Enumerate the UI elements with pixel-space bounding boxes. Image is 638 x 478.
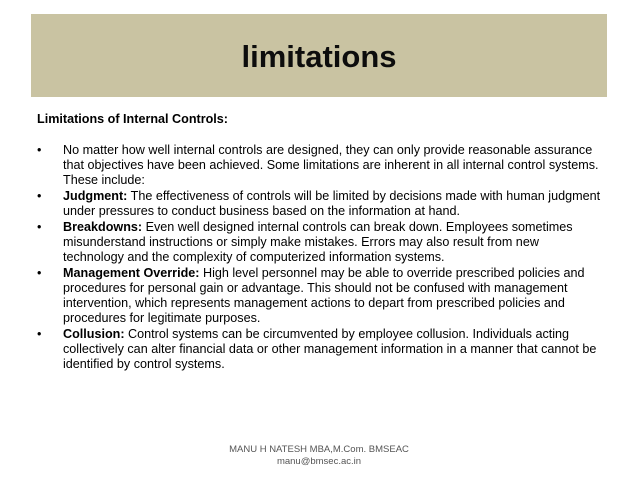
item-text: High level personnel may be able to override prescribed policies and procedures for personal gain or advantage. This should not be confused with management intervention, which represents management actions to depart from prescribed policies and procedures for legitimate purposes.: [63, 266, 585, 325]
item-term: Judgment:: [63, 189, 128, 203]
footer: [0, 444, 638, 468]
bullet-list: [37, 143, 603, 372]
bullet-icon: •: [37, 266, 42, 280]
list-item: [37, 266, 603, 326]
item-text: The effectiveness of controls will be limited by decisions made with human judgment under pressures to conduct business based on the information at hand.: [63, 189, 601, 218]
list-item: [37, 220, 603, 265]
title-band: [31, 14, 607, 97]
bullet-icon: •: [37, 143, 42, 157]
item-term: Management Override:: [63, 266, 200, 280]
bullet-icon: •: [37, 189, 42, 203]
list-item: [37, 189, 603, 219]
footer-email: manu@bmsec.ac.in: [276, 456, 362, 467]
list-item: [37, 143, 603, 188]
item-term: Breakdowns:: [63, 220, 143, 234]
slide-title: limitations: [241, 39, 397, 74]
bullet-icon: •: [37, 220, 42, 234]
item-text: No matter how well internal controls are designed, they can only provide reasonable assurance that objectives have been achieved. Some limitations are inherent in all internal control systems. These include:: [63, 143, 599, 187]
list-item: [37, 327, 603, 372]
item-text: Control systems can be circumvented by employee collusion. Individuals acting collectively can alter financial data or other management information in a manner that cannot be identified by control systems.: [63, 327, 597, 371]
subheading: Limitations of Internal Controls:: [37, 112, 229, 126]
item-term: Collusion:: [63, 327, 125, 341]
slide-body: [37, 112, 603, 373]
item-text: Even well designed internal controls can break down. Employees sometimes misunderstand instructions or simply make mistakes. Errors may also result from new technology and the complexity of computerized information systems.: [63, 220, 573, 264]
footer-author: MANU H NATESH MBA,M.Com. BMSEAC: [229, 444, 409, 455]
bullet-icon: •: [37, 327, 42, 341]
